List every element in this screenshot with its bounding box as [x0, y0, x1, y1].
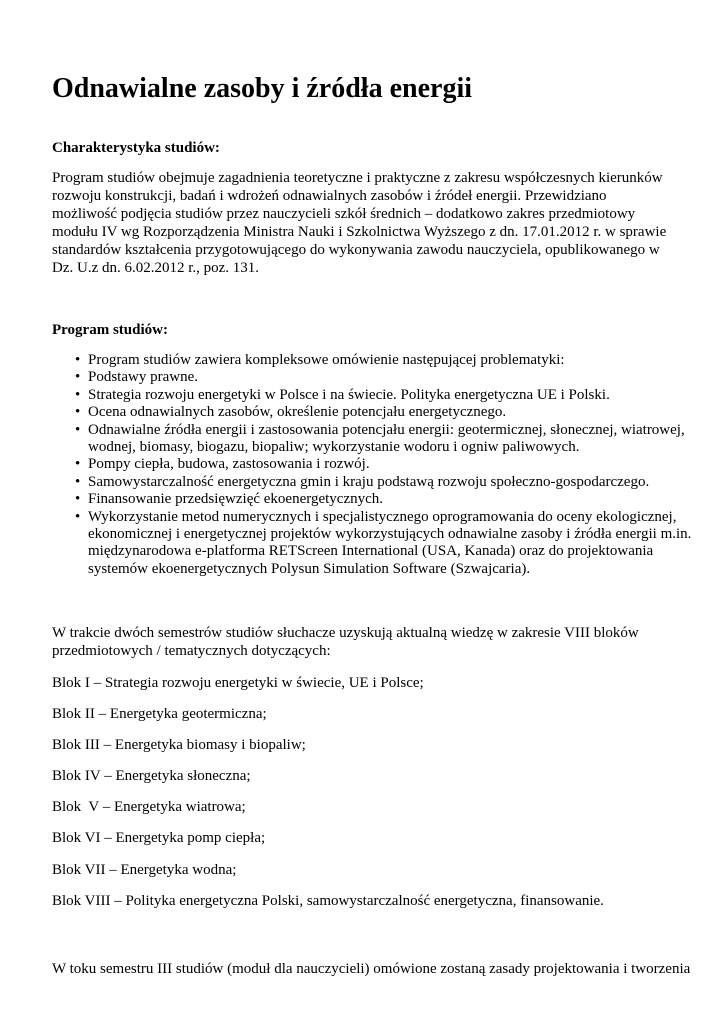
characteristics-heading: Charakterystyka studiów: [52, 140, 220, 156]
list-item-text: Wykorzystanie metod numerycznych i specjalistycznego oprogramowania do oceny ekologicznej, ekonomicznej i energetycznej projektów wykorzystujących odnawialne zasoby i źródła energii m.in. międzynarodowa e-platforma RETScreen International (USA, Kanada) oraz do projektowania systemów ekoenergetycznych Polysun Simulation Software (Szwajcaria). [88, 508, 692, 577]
block-item: Blok VII – Energetyka wodna; [52, 862, 237, 878]
list-item: • Odnawialne źródła energii i zastosowania potencjału energii: geotermicznej, słonecznej, wiatrowej, wodnej, biomasy, biogazu, biopaliw; wykorzystanie wodoru i ogniw paliwowych. [75, 421, 685, 456]
program-list [52, 352, 708, 578]
block-item: Blok V – Energetyka wiatrowa; [52, 799, 246, 815]
list-item-text: Strategia rozwoju energetyki w Polsce i na świecie. Polityka energetyczna UE i Polski. [88, 386, 610, 403]
list-item: • Podstawy prawne. [75, 369, 198, 386]
list-item: • Ocena odnawialnych zasobów, określenie potencjału energetycznego. [75, 404, 507, 421]
list-item-text: Pompy ciepła, budowa, zastosowania i rozwój. [88, 456, 370, 473]
list-item: • Finansowanie przedsięwzięć ekoenergetycznych. [75, 491, 384, 508]
characteristics-paragraph: Program studiów obejmuje zagadnienia teoretyczne i praktyczne z zakresu współczesnych kierunków rozwoju konstrukcji, badań i wdrożeń odnawialnych zasobów i źródeł energii. Przewidziano możliwość podjęcia studiów przez nauczycieli szkół średnich – dodatkowo zakres przedmiotowy modułu IV wg Rozporządzenia Ministra Nauki i Szkolnictwa Wyższego z dn. 17.01.2012 r. w sprawie standardów kształcenia przygotowującego do wykonywania zawodu nauczyciela, opublikowanego w Dz. U.z dn. 6.02.2012 r., poz. 131. [52, 170, 667, 276]
block-item: Blok II – Energetyka geotermiczna; [52, 706, 267, 722]
list-item-text: Samowystarczalność energetyczna gmin i kraju podstawą rozwoju społeczno-gospodarczego. [88, 473, 650, 490]
list-item: • Wykorzystanie metod numerycznych i specjalistycznego oprogramowania do oceny ekologicznej, ekonomicznej i energetycznej projektów wykorzystujących odnawialne zasoby i źródła energii m.in. międzynarodowa e-platforma RETScreen International (USA, Kanada) oraz do projektowania systemów ekoenergetycznych Polysun Simulation Software (Szwajcaria). [75, 508, 692, 577]
list-item: • Strategia rozwoju energetyki w Polsce i na świecie. Polityka energetyczna UE i Polski. [75, 386, 610, 403]
blocks-intro-paragraph: W trakcie dwóch semestrów studiów słuchacze uzyskują aktualną wiedzę w zakresie VIII bloków przedmiotowych / tematycznych dotyczących: [52, 625, 639, 659]
list-item: • Program studiów zawiera kompleksowe omówienie następującej problematyki: [75, 352, 565, 368]
page-title: Odnawialne zasoby i źródła energii [52, 73, 472, 104]
list-item-text: Podstawy prawne. [88, 369, 198, 386]
list-item: • Samowystarczalność energetyczna gmin i kraju podstawą rozwoju społeczno-gospodarczego. [75, 473, 650, 490]
list-item-text: Odnawialne źródła energii i zastosowania potencjału energii: geotermicznej, słonecznej, wiatrowej, wodnej, biomasy, biogazu, biopaliw; wykorzystanie wodoru i ogniw paliwowych. [88, 421, 685, 456]
block-item: Blok VIII – Polityka energetyczna Polski, samowystarczalność energetyczna, finansowanie. [52, 893, 604, 909]
block-item: Blok VI – Energetyka pomp ciepła; [52, 830, 266, 846]
block-item: Blok I – Strategia rozwoju energetyki w świecie, UE i Polsce; [52, 675, 424, 691]
block-item: Blok IV – Energetyka słoneczna; [52, 768, 251, 784]
list-item-text: Ocena odnawialnych zasobów, określenie potencjału energetycznego. [88, 404, 507, 421]
list-item: • Pompy ciepła, budowa, zastosowania i rozwój. [75, 456, 370, 473]
program-heading: Program studiów: [52, 322, 168, 338]
closing-paragraph: W toku semestru III studiów (moduł dla nauczycieli) omówione zostaną zasady projektowania i tworzenia [52, 961, 691, 977]
list-item-text: Finansowanie przedsięwzięć ekoenergetycznych. [88, 491, 384, 508]
block-item: Blok III – Energetyka biomasy i biopaliw; [52, 737, 306, 753]
list-item-text: Program studiów zawiera kompleksowe omówienie następującej problematyki: [88, 352, 565, 368]
